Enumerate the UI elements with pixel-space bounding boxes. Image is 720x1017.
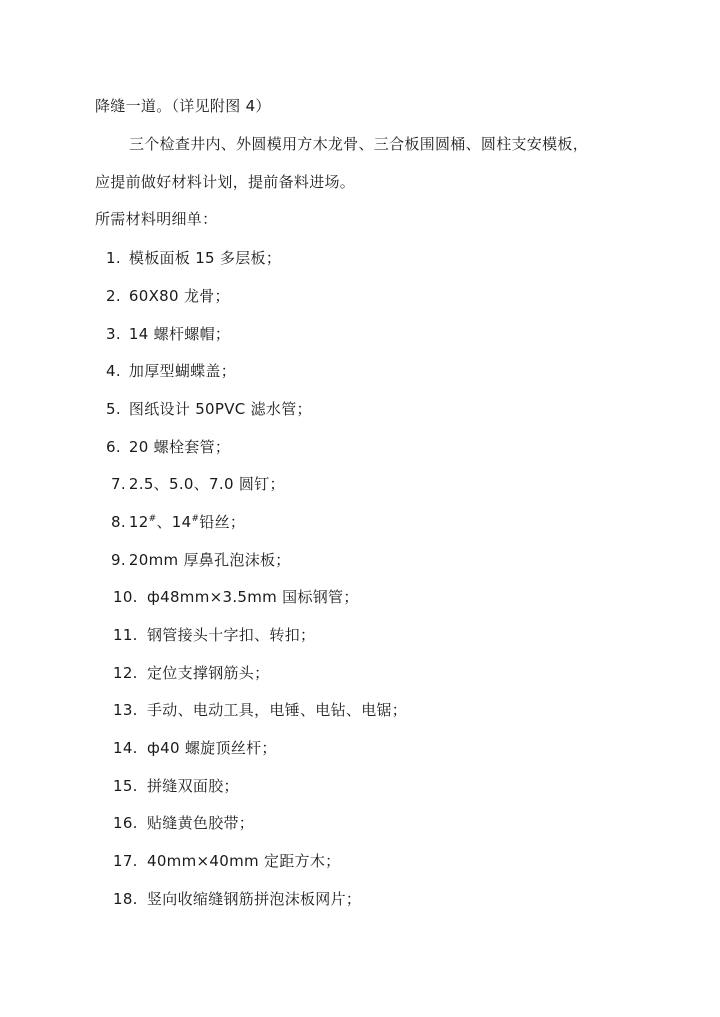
list-item-number: 15. bbox=[113, 777, 138, 795]
list-item-number: 18. bbox=[113, 890, 138, 908]
list-item bbox=[113, 587, 359, 607]
paragraph-continuation: 降缝一道。（详见附图 4） bbox=[95, 97, 271, 115]
list-item bbox=[106, 248, 281, 268]
list-item bbox=[106, 361, 236, 381]
materials-heading: 所需材料明细单： bbox=[95, 210, 218, 228]
list-item-text: 12#、14#铅丝； bbox=[128, 513, 246, 531]
list-item bbox=[111, 474, 285, 494]
list-item bbox=[113, 738, 277, 758]
list-item bbox=[106, 437, 230, 457]
list-item-text: 贴缝黄色胶带； bbox=[147, 814, 255, 832]
list-item bbox=[113, 700, 407, 720]
list-item bbox=[111, 550, 291, 570]
list-item-number: 14. bbox=[113, 739, 138, 757]
list-item bbox=[106, 286, 230, 306]
list-item-text: 竖向收缩缝钢筋拼泡沫板网片； bbox=[147, 890, 362, 908]
paragraph-inspection-wells-line1: 三个检查井内、外圆模用方木龙骨、三合板围圆桶、圆柱支安模板， bbox=[129, 135, 589, 153]
list-item-number: 2. bbox=[106, 287, 121, 305]
list-item bbox=[113, 813, 254, 833]
list-item-number: 11. bbox=[113, 626, 138, 644]
list-item-text: 60X80 龙骨； bbox=[128, 287, 230, 305]
list-item bbox=[113, 663, 269, 683]
list-item-text: 40mm×40mm 定距方木； bbox=[147, 852, 341, 870]
list-item bbox=[113, 776, 239, 796]
list-item-number: 5. bbox=[106, 400, 121, 418]
list-item-text: 20 螺栓套管； bbox=[128, 438, 231, 456]
list-item-text: ф40 螺旋顶丝杆； bbox=[147, 739, 277, 757]
paragraph-inspection-wells-line2: 应提前做好材料计划，提前备料进场。 bbox=[95, 173, 356, 191]
list-item-text: 手动、电动工具，电锤、电钻、电锯； bbox=[147, 701, 408, 719]
list-item bbox=[113, 625, 315, 645]
list-item bbox=[106, 399, 312, 419]
list-item-text: 模板面板 15 多层板； bbox=[128, 249, 282, 267]
list-item-number: 16. bbox=[113, 814, 138, 832]
list-item-number: 13. bbox=[113, 701, 138, 719]
list-item-text: ф48mm×3.5mm 国标钢管； bbox=[147, 588, 359, 606]
list-item-text: 14 螺杆螺帽； bbox=[128, 325, 231, 343]
list-item-number: 1. bbox=[106, 249, 121, 267]
list-item bbox=[111, 512, 245, 532]
list-item-number: 12. bbox=[113, 664, 138, 682]
list-item-number: 6. bbox=[106, 438, 121, 456]
list-item-number: 10. bbox=[113, 588, 138, 606]
list-item-text: 加厚型蝴蝶盖； bbox=[128, 362, 237, 380]
list-item-text: 钢管接头十字扣、转扣； bbox=[147, 626, 316, 644]
list-item-number: 8. bbox=[111, 513, 126, 531]
list-item bbox=[113, 851, 340, 871]
list-item-text: 拼缝双面胶； bbox=[147, 777, 239, 795]
list-item-text: 图纸设计 50PVC 滤水管； bbox=[128, 400, 312, 418]
list-item-number: 17. bbox=[113, 852, 138, 870]
list-item-text: 20mm 厚鼻孔泡沫板； bbox=[128, 551, 291, 569]
list-item-text: 定位支撑钢筋头； bbox=[147, 664, 270, 682]
list-item-number: 7. bbox=[111, 475, 126, 493]
list-item-number: 3. bbox=[106, 325, 121, 343]
list-item bbox=[113, 889, 361, 909]
list-item bbox=[106, 324, 230, 344]
list-item-number: 4. bbox=[106, 362, 121, 380]
list-item-text: 2.5、5.0、7.0 圆钉； bbox=[128, 475, 285, 493]
list-item-number: 9. bbox=[111, 551, 126, 569]
